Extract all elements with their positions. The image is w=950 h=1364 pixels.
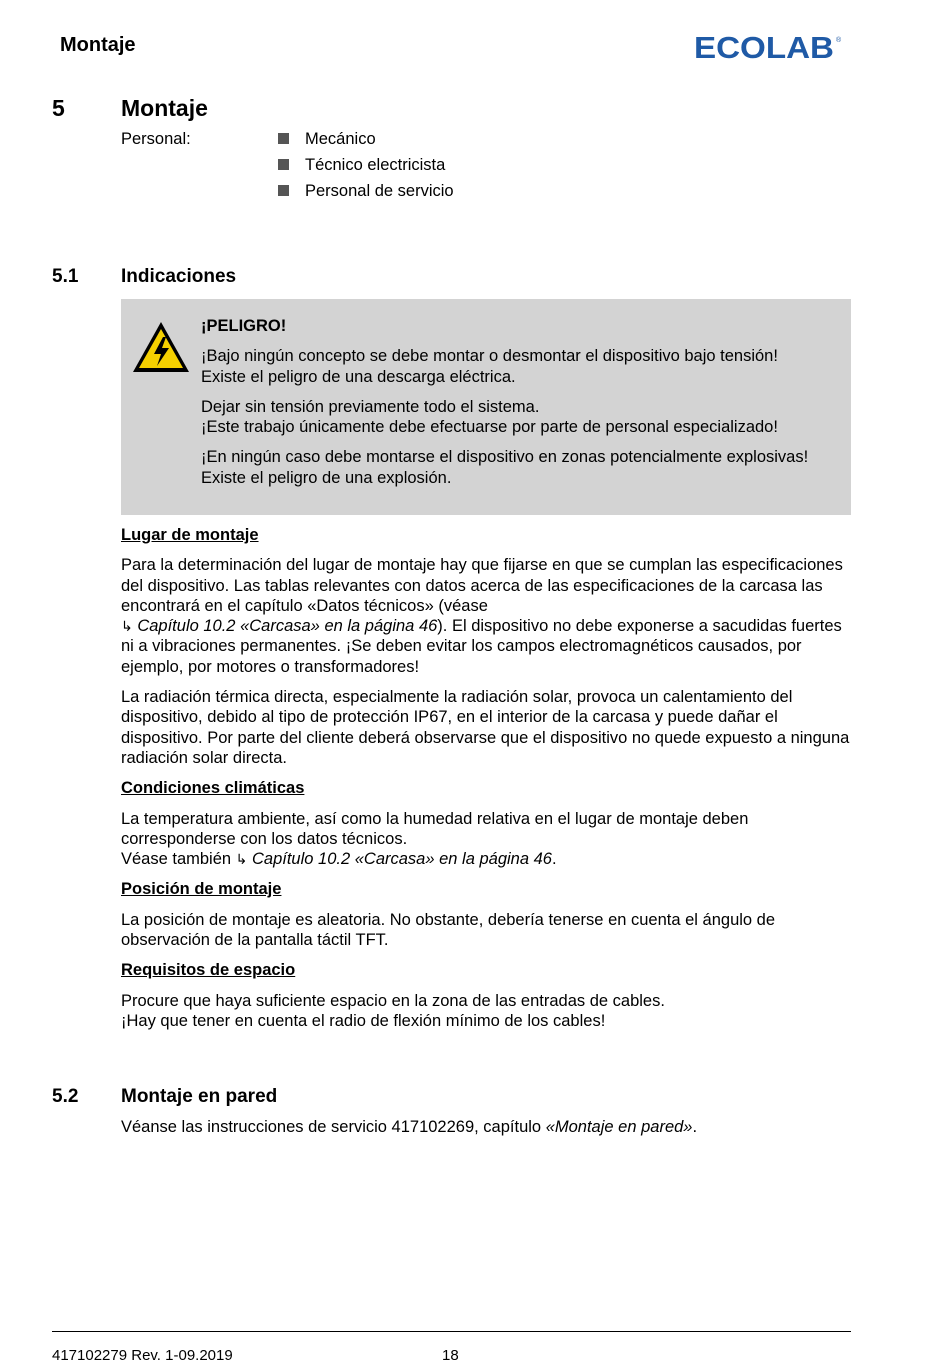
reference-arrow-icon: ↳ — [121, 618, 133, 635]
danger-title: ¡PELIGRO! — [201, 317, 287, 335]
subsection-number: 5.2 — [52, 1086, 79, 1107]
ecolab-logo — [694, 30, 844, 64]
electric-hazard-icon — [131, 320, 191, 374]
cross-reference-link[interactable]: ↳ Capítulo 10.2 «Carcasa» en la página 46 — [121, 617, 438, 636]
paragraph: La radiación térmica directa, especialmente la radiación solar, provoca un calentamiento del dispositivo, debido al tipo de protección IP67, en el interior de la carcasa y puede dañar el dispositivo. Por parte del cliente deberá observarse que el dispositivo no quede expuesto a ninguna radiación solar directa. — [121, 688, 850, 767]
danger-paragraph: ¡En ningún caso debe montarse el dispositivo en zonas potencialmente explosivas! Existe el peligro de una explosión. — [201, 448, 809, 487]
subsection-title: Montaje en pared — [121, 1086, 278, 1107]
list-item: Mecánico — [278, 129, 454, 155]
paragraph: La posición de montaje es aleatoria. No obstante, debería tenerse en cuenta el ángulo de observación de la pantalla táctil TFT. — [121, 910, 776, 950]
section-number: 5 — [52, 95, 65, 121]
paragraph: Véanse las instrucciones de servicio 417102269, capítulo «Montaje en pared». — [121, 1118, 698, 1136]
footer-divider — [52, 1331, 851, 1332]
subheading-posicion: Posición de montaje — [121, 880, 282, 899]
section-body — [121, 525, 851, 1041]
list-item: Personal de servicio — [278, 181, 454, 207]
subsection-number: 5.1 — [52, 266, 79, 287]
paragraph: Para la determinación del lugar de montaje hay que fijarse en que se cumplan las especificaciones del dispositivo. Las tablas relevantes con datos acerca de las especificaciones de la carcasa las encontrará en el capítulo «Datos técnicos» (véase ↳ Capítulo 10.2 «Carcasa» en la página 46). El dispositivo no debe exponerse a sacudidas fuertes ni a vibraciones permanentes. ¡Se deben evitar los campos electromagnéticos causados, por ejemplo, por motores o transformadores! — [121, 556, 843, 676]
logo-text: ECOLAB — [694, 30, 834, 64]
danger-paragraph: Dejar sin tensión previamente todo el sistema. ¡Este trabajo únicamente debe efectuarse por parte de personal especializado! — [201, 397, 778, 437]
cross-reference-link[interactable]: «Montaje en pared» — [545, 1118, 693, 1136]
personnel-list — [278, 129, 454, 207]
danger-paragraph: ¡Bajo ningún concepto se debe montar o desmontar el dispositivo bajo tensión! Existe el peligro de una descarga eléctrica. — [201, 347, 778, 386]
subheading-clima: Condiciones climáticas — [121, 779, 305, 798]
list-item: Técnico electricista — [278, 155, 454, 181]
personnel-label: Personal: — [121, 130, 191, 148]
subheading-espacio: Requisitos de espacio — [121, 961, 296, 980]
cross-reference-link[interactable]: ↳ Capítulo 10.2 «Carcasa» en la página 46 — [235, 850, 552, 869]
footer-doc-ref: 417102279 Rev. 1-09.2019 — [52, 1347, 233, 1364]
page-header-title: Montaje — [60, 34, 136, 56]
subsection-title: Indicaciones — [121, 266, 237, 287]
paragraph: Procure que haya suficiente espacio en la zona de las entradas de cables. ¡Hay que tener en cuenta el radio de flexión mínimo de los cables! — [121, 991, 665, 1030]
page-number: 18 — [442, 1347, 459, 1364]
paragraph: La temperatura ambiente, así como la humedad relativa en el lugar de montaje deben corresponderse con los datos técnicos. Véase también ↳ Capítulo 10.2 «Carcasa» en la página 46. — [121, 809, 749, 869]
svg-text:®: ® — [836, 37, 842, 44]
reference-arrow-icon: ↳ — [235, 851, 248, 868]
bullet-square-icon — [278, 185, 289, 196]
subheading-lugar: Lugar de montaje — [121, 526, 259, 544]
bullet-square-icon — [278, 133, 289, 144]
bullet-square-icon — [278, 159, 289, 170]
section-title: Montaje — [121, 95, 208, 121]
danger-notice-text — [201, 316, 821, 498]
